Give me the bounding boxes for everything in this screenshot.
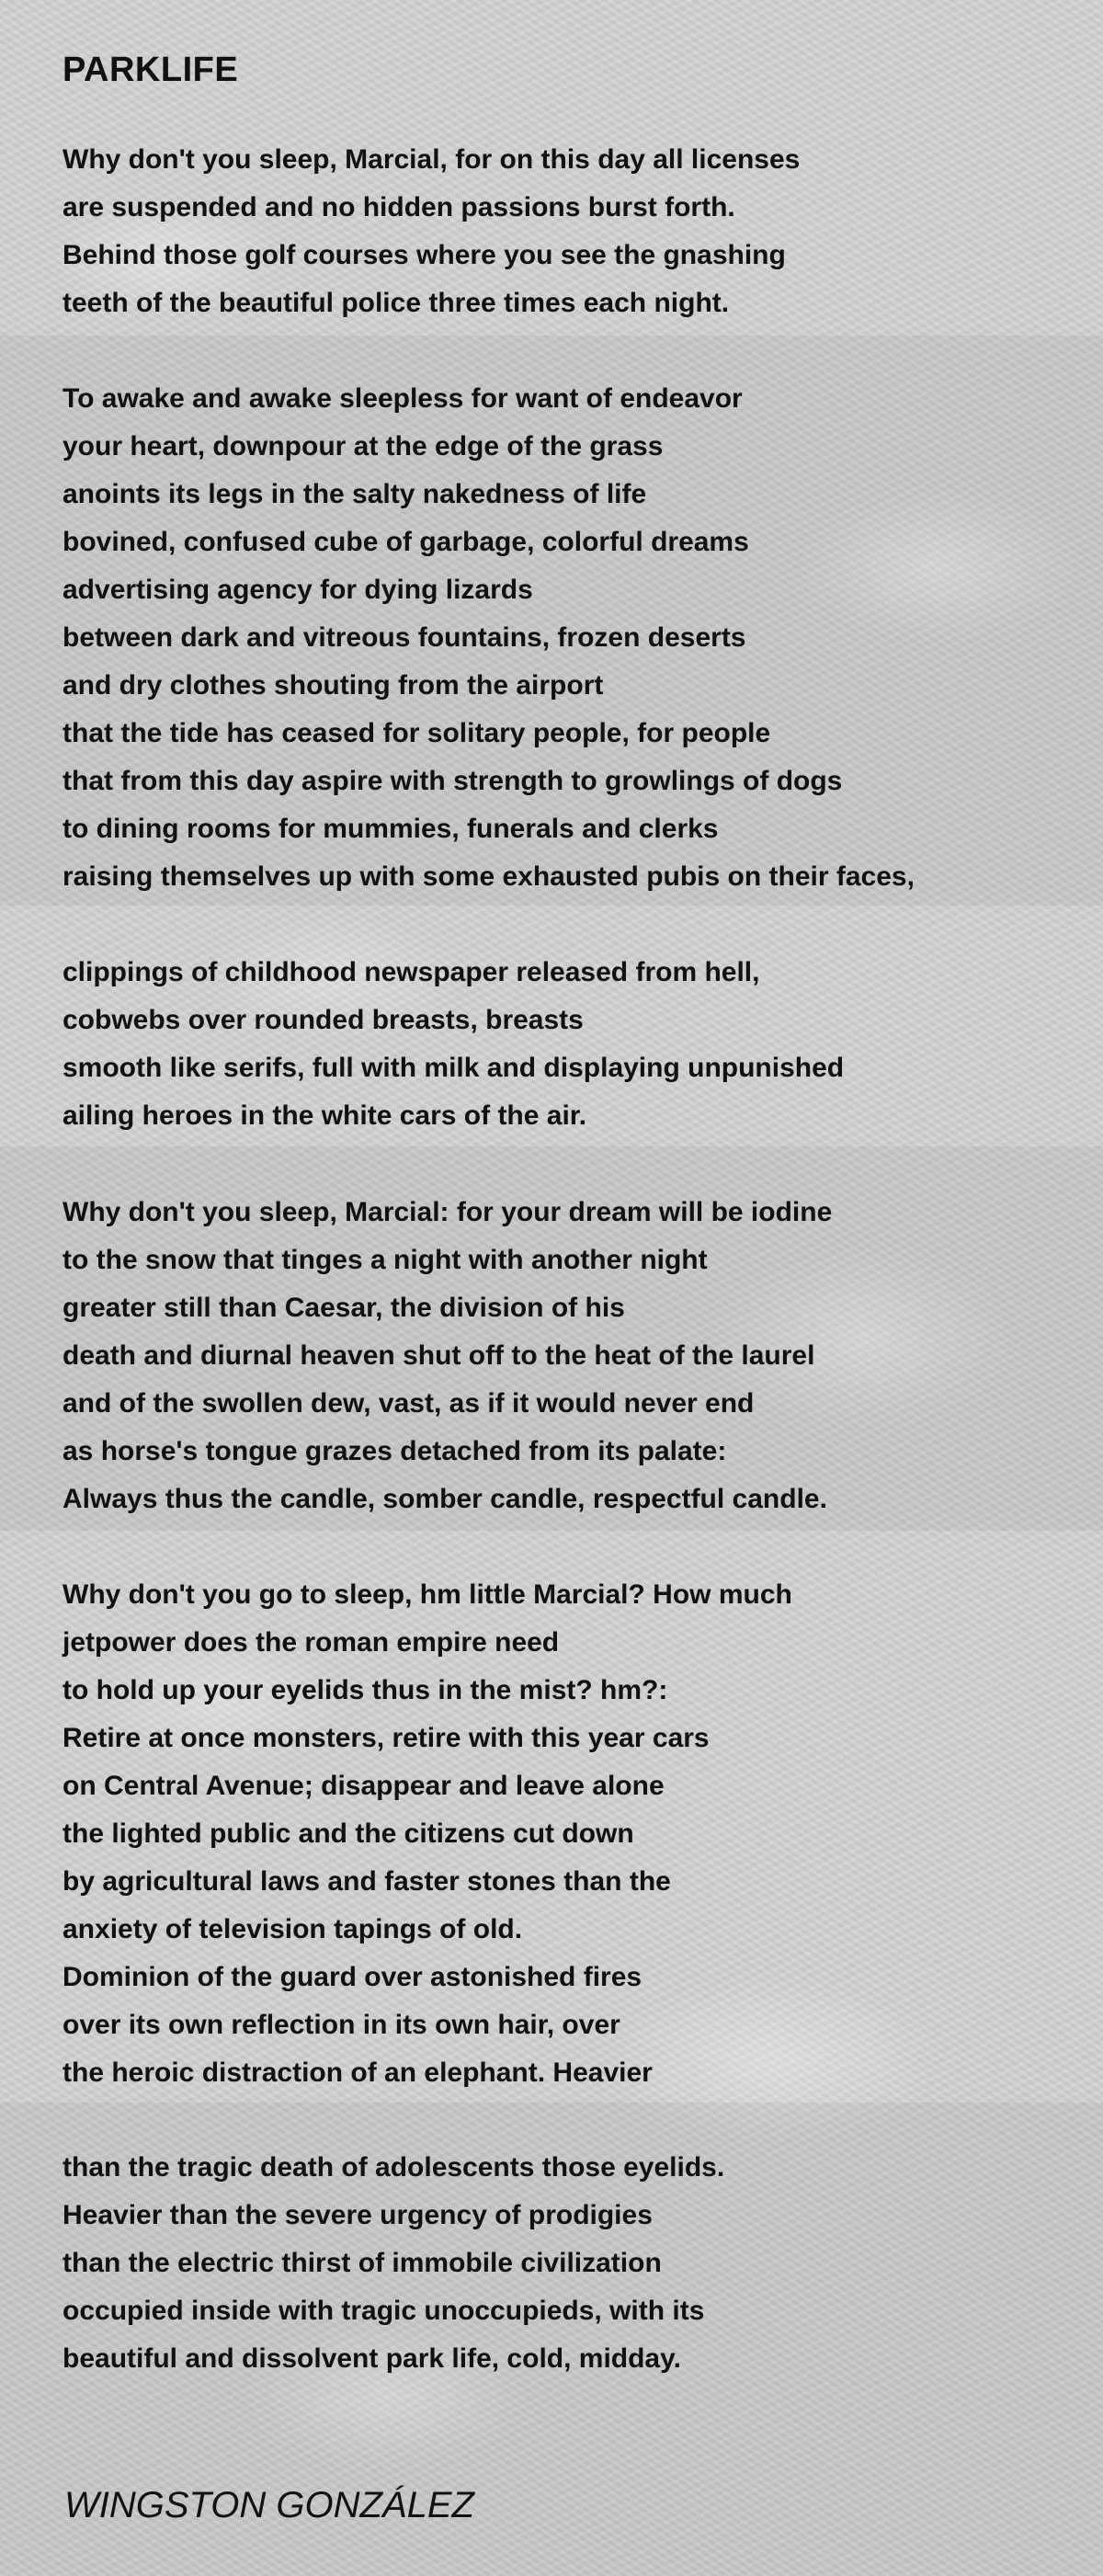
poem-line: anxiety of television tapings of old. — [63, 1914, 523, 1944]
poem-line: Heavier than the severe urgency of prodigies — [63, 2200, 653, 2230]
poem-line: Why don't you go to sleep, hm little Marcial? How much — [63, 1579, 792, 1610]
poem-line: and of the swollen dew, vast, as if it would never end — [63, 1388, 755, 1419]
poem-line: your heart, downpour at the edge of the grass — [63, 431, 664, 462]
poem-line: Retire at once monsters, retire with this year cars — [63, 1723, 710, 1753]
stanza-3 — [63, 949, 844, 1140]
poem-line: cobwebs over rounded breasts, breasts — [63, 1005, 584, 1035]
poem-line: raising themselves up with some exhausted pubis on their faces, — [63, 861, 915, 892]
poem-line: teeth of the beautiful police three times each night. — [63, 288, 730, 318]
poem-line: Always thus the candle, somber candle, respectful candle. — [63, 1484, 827, 1514]
poem-line: on Central Avenue; disappear and leave alone — [63, 1771, 665, 1801]
poem-line: To awake and awake sleepless for want of endeavor — [63, 383, 743, 414]
poem-line: Dominion of the guard over astonished fires — [63, 1962, 642, 1992]
poem-line: bovined, confused cube of garbage, colorful dreams — [63, 527, 749, 557]
poem-line: by agricultural laws and faster stones than the — [63, 1866, 671, 1897]
poem-line: occupied inside with tragic unoccupieds, with its — [63, 2296, 705, 2326]
poem-line: to the snow that tinges a night with another night — [63, 1245, 708, 1275]
poem-line: greater still than Caesar, the division of his — [63, 1293, 625, 1323]
poem-line: over its own reflection in its own hair, over — [63, 2010, 620, 2040]
poem-line: advertising agency for dying lizards — [63, 575, 533, 605]
poem-line: the lighted public and the citizens cut down — [63, 1818, 634, 1849]
poem-line: jetpower does the roman empire need — [63, 1627, 560, 1658]
poem-author: WINGSTON GONZÁLEZ — [64, 2485, 474, 2525]
poem-line: are suspended and no hidden passions burst forth. — [63, 192, 735, 222]
poem-line: Behind those golf courses where you see the gnashing — [63, 240, 786, 270]
stanza-5 — [63, 1571, 792, 2097]
poem-title: PARKLIFE — [63, 51, 239, 89]
poem-line: as horse's tongue grazes detached from its palate: — [63, 1436, 727, 1466]
poem-line: Why don't you sleep, Marcial, for on this day all licenses — [63, 144, 801, 175]
poem-line: clippings of childhood newspaper released from hell, — [63, 957, 760, 987]
poem-line: that the tide has ceased for solitary people, for people — [63, 718, 771, 748]
poem-line: and dry clothes shouting from the airport — [63, 670, 604, 701]
poem-line: smooth like serifs, full with milk and displaying unpunished — [63, 1053, 845, 1083]
poem-line: Why don't you sleep, Marcial: for your dream will be iodine — [63, 1197, 833, 1227]
poem-line: ailing heroes in the white cars of the air. — [63, 1100, 587, 1131]
stanza-4 — [63, 1189, 832, 1523]
poem-line: that from this day aspire with strength to growlings of dogs — [63, 766, 843, 796]
poem-line: to hold up your eyelids thus in the mist? hm?: — [63, 1675, 668, 1705]
stanza-6 — [63, 2144, 724, 2383]
poem-line: than the electric thirst of immobile civilization — [63, 2248, 662, 2278]
poem-line: death and diurnal heaven shut off to the heat of the laurel — [63, 1340, 815, 1371]
stanza-2 — [63, 375, 915, 901]
poem-line: than the tragic death of adolescents those eyelids. — [63, 2152, 725, 2183]
poem-line: the heroic distraction of an elephant. Heavier — [63, 2057, 653, 2088]
stanza-1 — [63, 136, 800, 327]
poem-line: anoints its legs in the salty nakedness of life — [63, 479, 647, 509]
poem-line: between dark and vitreous fountains, frozen deserts — [63, 622, 746, 653]
poem-line: to dining rooms for mummies, funerals and clerks — [63, 814, 719, 844]
poem-line: beautiful and dissolvent park life, cold, midday. — [63, 2343, 681, 2374]
